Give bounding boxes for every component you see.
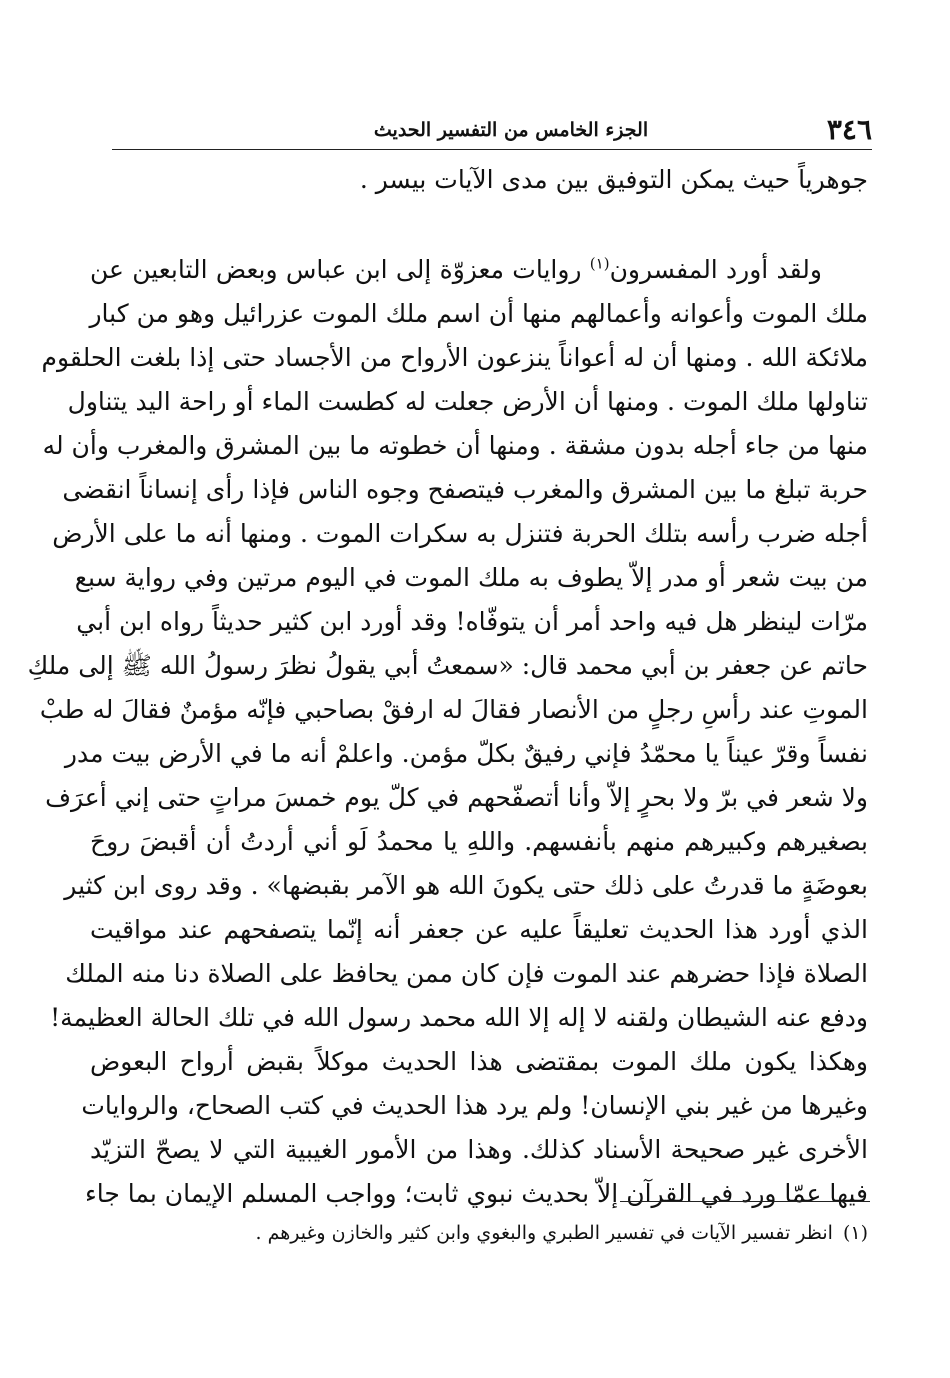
body-line: الأخرى غير صحيحة الأسناد كذلك. وهذا من الأمور الغيبية التي لا يصحّ التزيّد (90, 1135, 868, 1164)
body-line: ولا شعر في برّ ولا بحرٍ إلاّ وأنا أتصفّحهم في كلّ يوم خمسَ مراتٍ حتى إني أعرَف (45, 783, 868, 812)
footnote (90, 1216, 868, 1250)
body-line: من بيت شعر أو مدر إلاّ يطوف به ملك الموت في اليوم مرتين وفي رواية سبع (74, 563, 868, 592)
body-line: بعوضَةٍ ما قدرتُ على ذلك حتى يكونَ الله هو الآمر بقبضها» . وقد روى ابن كثير (64, 871, 868, 900)
header-divider (112, 149, 872, 150)
body-line: الذي أورد هذا الحديث تعليقاً عليه عن جعفر أنه إنّما يتصفحهم عند مواقيت (90, 915, 868, 944)
running-title: الجزء الخامس من التفسير الحديث (373, 119, 649, 141)
body-line: منها من جاء أجله بدون مشقة . ومنها أن خطوته ما بين المشرق والمغرب وأن له (42, 431, 868, 460)
page-header (110, 112, 872, 148)
body-line: ملك الموت وأعوانه وأعمالهم منها أن اسم ملك الموت عزرائيل وهو من كبار (89, 299, 868, 328)
paragraph-start-text-rest: روايات معزوّة إلى ابن عباس وبعض التابعين عن (90, 255, 590, 284)
body-line: الموتِ عند رأسِ رجلٍ من الأنصار فقالَ له ارفقْ بصاحبي فإنّه مؤمنٌ فقالَ له طبْ (39, 695, 868, 724)
body-line: بصغيرهم وكبيرهم منهم بأنفسهم. واللهِ يا محمدُ لَو أني أردتُ أن أقبضَ روحَ (90, 827, 868, 856)
body-line: حربة تبلغ ما بين المشرق والمغرب فيتصفح وجوه الناس فإذا رأى إنساناً انقضى (62, 475, 868, 504)
body-line: تناولها ملك الموت . ومنها أن الأرض جعلت له كطست الماء أو راحة اليد يتناول (67, 387, 868, 416)
body-line-top: جوهرياً حيث يمكن التوفيق بين مدى الآيات بيسر . (359, 165, 868, 194)
footnote-reference: (١) (589, 254, 610, 273)
body-line: حاتم عن جعفر بن أبي محمد قال: «سمعتُ أبي يقولُ نظرَ رسولُ الله ﷺ إلى ملكِ (27, 651, 868, 680)
body-line: فيها عمّا ورد في القرآن إلاّ بحديث نبوي ثابت؛ وواجب المسلم الإيمان بما جاء (84, 1179, 868, 1208)
body-line: الصلاة فإذا حضرهم عند الموت فإن كان ممن يحافظ على الصلاة دنا منه الملك (65, 959, 868, 988)
footnote-number: (١) (842, 1222, 868, 1244)
body-line: وهكذا يكون ملك الموت بمقتضى هذا الحديث موكلاً بقبض أرواح البعوض (90, 1047, 868, 1076)
body-line: ملائكة الله . ومنها أن له أعواناً ينزعون الأرواح من الأجساد حتى إذا بلغت الحلقوم (41, 343, 868, 372)
page-number: ٣٤٦ (826, 113, 872, 146)
paragraph-first-line (90, 248, 868, 292)
body-line: أجله ضرب رأسه بتلك الحربة فتنزل به سكرات الموت . ومنها أنه ما على الأرض (52, 519, 868, 548)
body-line: نفساً وقرّ عيناً يا محمّدُ فإني رفيقٌ بكلّ مؤمن. واعلمْ أنه ما في الأرض بيت مدر (64, 739, 868, 768)
body-line: وغيرها من غير بني الإنسان! ولم يرد هذا الحديث في كتب الصحاح، والروايات (81, 1091, 868, 1120)
body-line: مرّات لينظر هل فيه واحد أمر أن يتوفّاه! وقد أورد ابن كثير حديثاً رواه ابن أبي (76, 607, 868, 636)
body-line: ودفع عنه الشيطان ولقنه لا إله إلا الله محمد رسول الله في تلك الحالة العظيمة! (50, 1003, 868, 1032)
paragraph-start-text: ولقد أورد المفسرون (609, 255, 822, 284)
footnote-text: انظر تفسير الآيات في تفسير الطبري والبغوي وابن كثير والخازن وغيرهم . (255, 1222, 833, 1244)
footnote-divider (620, 1201, 870, 1202)
